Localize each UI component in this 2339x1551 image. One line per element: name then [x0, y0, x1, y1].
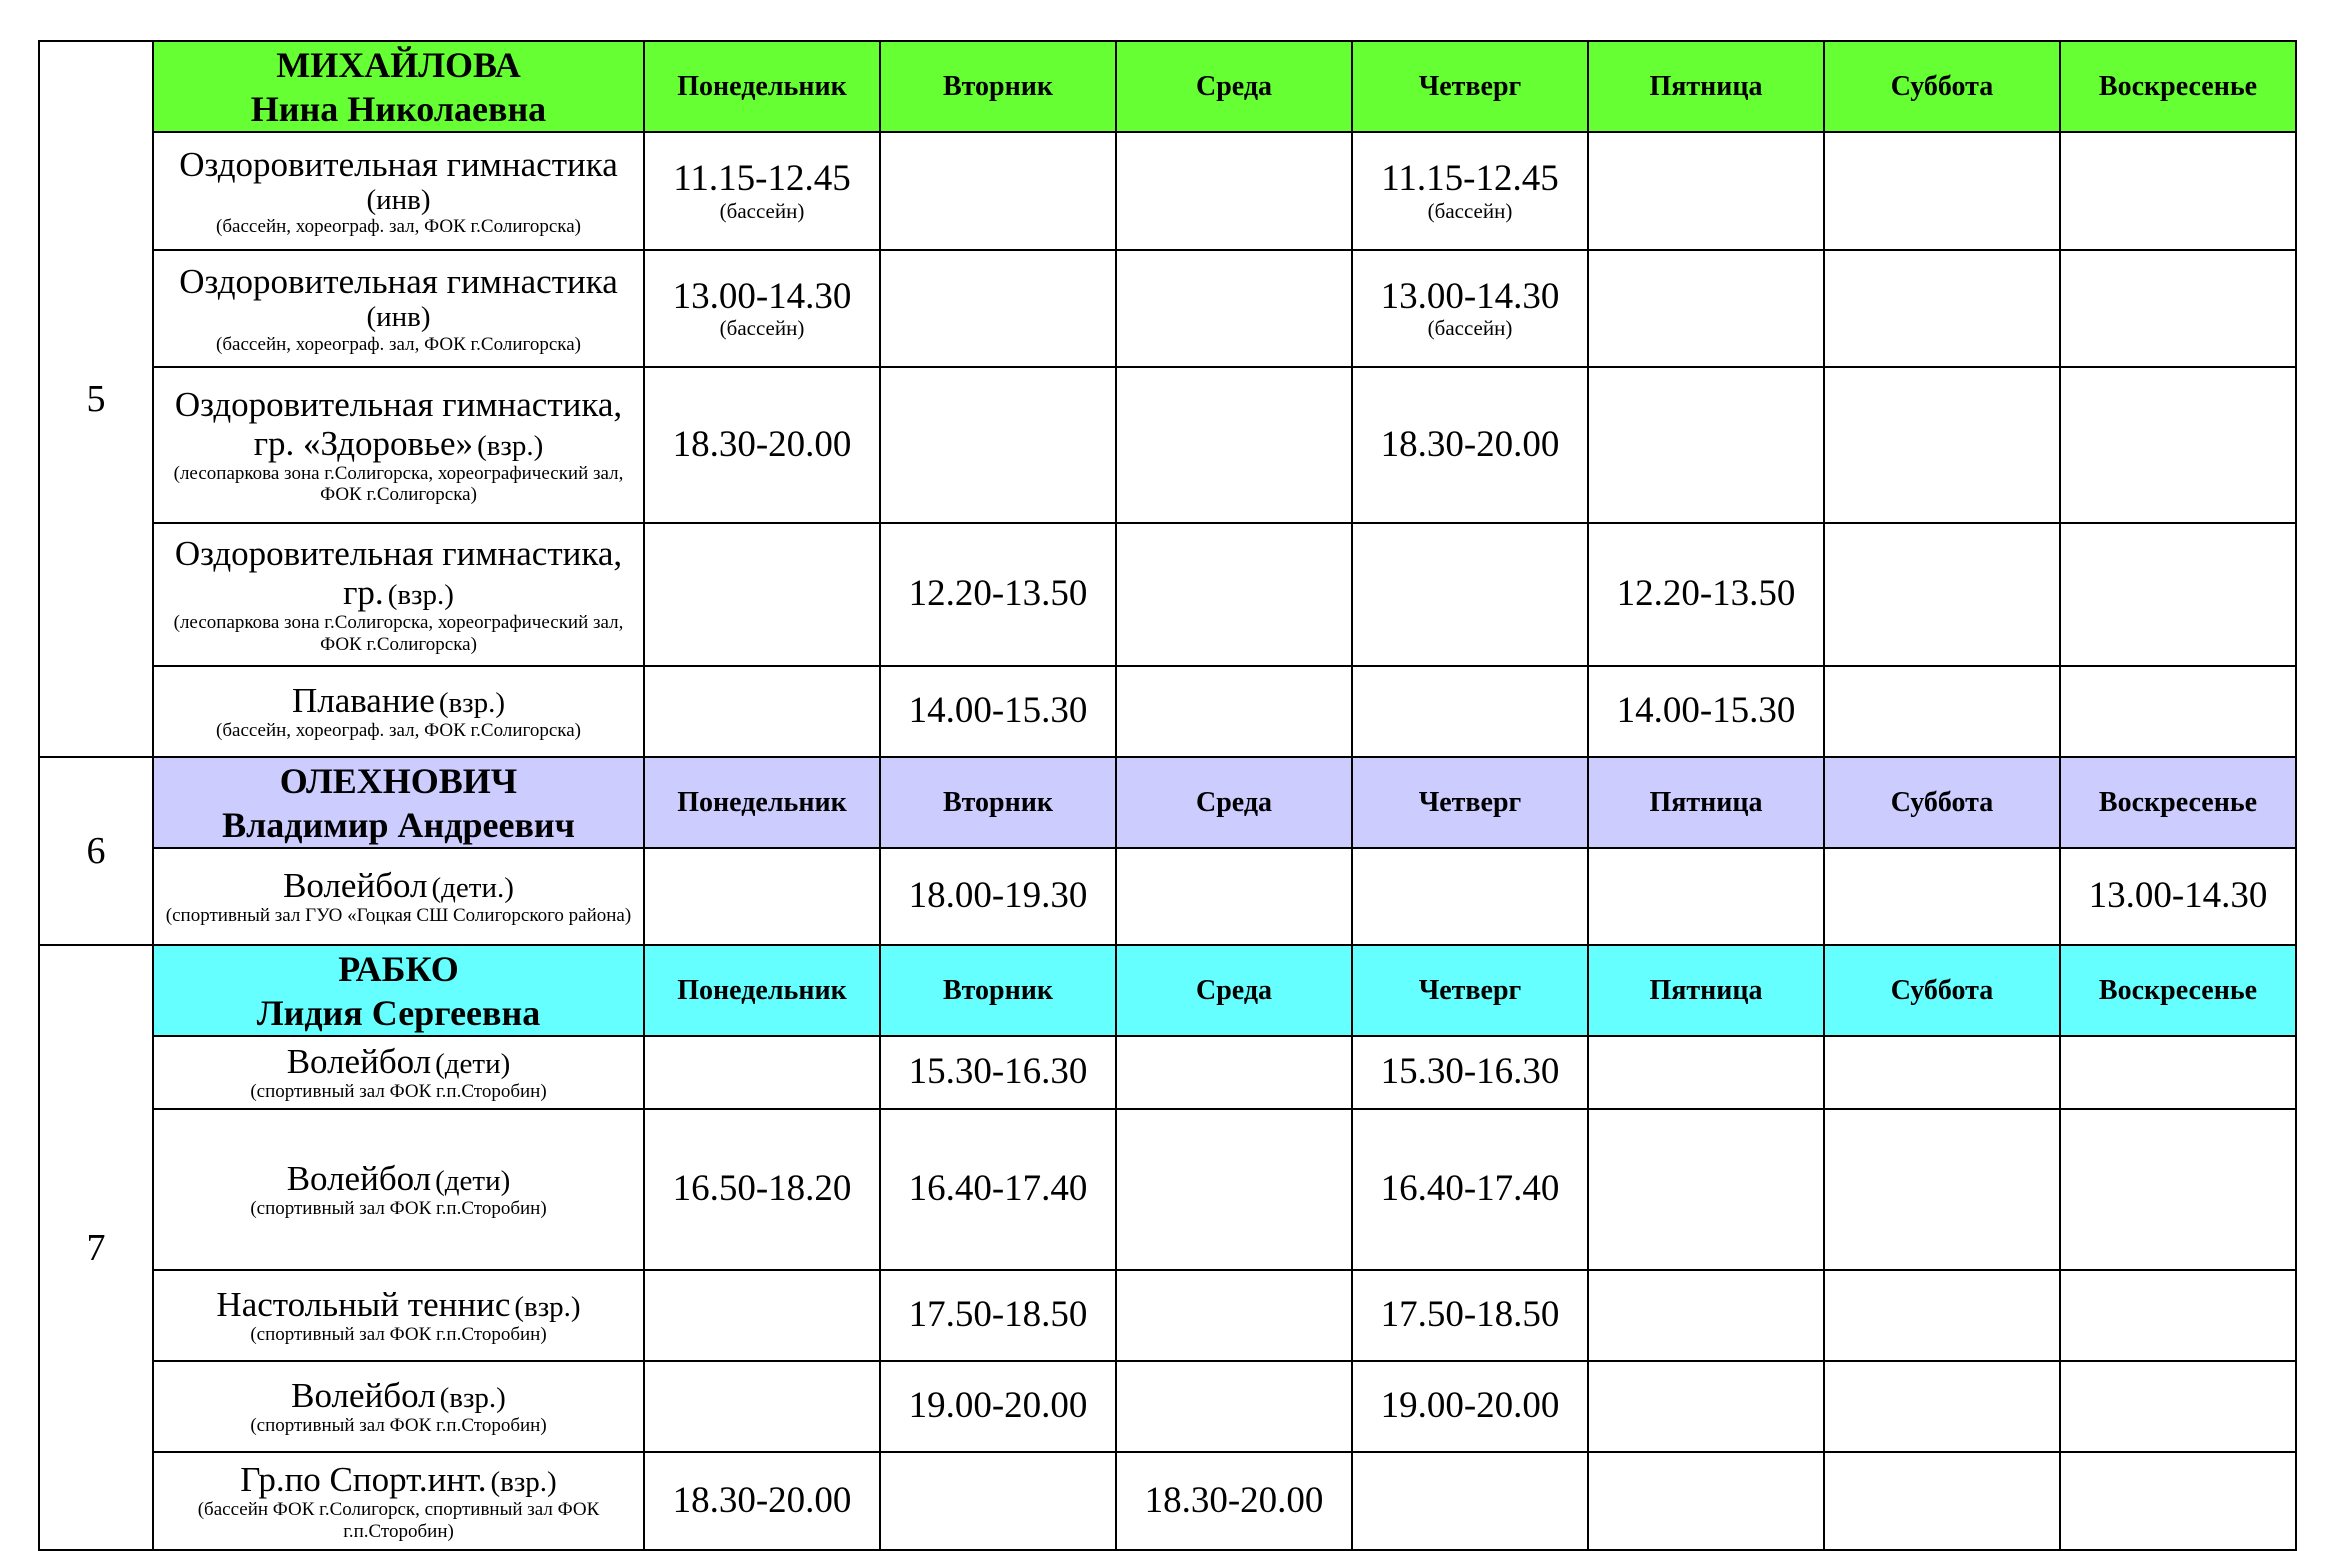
time-slot [1824, 666, 2060, 757]
time-slot [1824, 1452, 2060, 1550]
time-slot [1116, 1109, 1352, 1270]
activity-location: (спортивный зал ФОК г.п.Сторобин) [250, 1415, 547, 1437]
time-slot [1116, 1270, 1352, 1361]
time-slot [1352, 666, 1588, 757]
activity-cell [153, 367, 644, 523]
activity-row [39, 666, 2296, 757]
time-range: 16.40-17.40 [908, 1168, 1088, 1210]
time-slot [1116, 1361, 1352, 1452]
activity-cell [153, 666, 644, 757]
time-slot [2060, 1036, 2296, 1109]
activity-group: (взр.) [387, 579, 454, 612]
day-header: Вторник [880, 41, 1116, 132]
activity-cell [153, 848, 644, 945]
activity-cell [153, 132, 644, 250]
teacher-name-cell [153, 945, 644, 1036]
time-slot [1588, 1036, 1824, 1109]
time-slot [1588, 523, 1824, 666]
activity-location: (спортивный зал ФОК г.п.Сторобин) [250, 1324, 547, 1346]
activity-title: Оздоровительная гимнастика [179, 262, 618, 302]
time-location: (бассейн) [719, 198, 805, 223]
activity-group: (взр.) [438, 687, 506, 720]
time-slot [2060, 132, 2296, 250]
time-slot [1824, 132, 2060, 250]
day-header: Понедельник [644, 757, 880, 848]
time-slot [1116, 367, 1352, 523]
time-slot [880, 367, 1116, 523]
time-location: (бассейн) [719, 316, 805, 341]
time-slot [1588, 848, 1824, 945]
activity-row [39, 523, 2296, 666]
time-slot [1352, 848, 1588, 945]
time-slot [1352, 1109, 1588, 1270]
time-slot [1352, 132, 1588, 250]
time-slot [1116, 848, 1352, 945]
time-range: 11.15-12.45 [673, 158, 851, 200]
time-slot [1824, 848, 2060, 945]
time-range: 18.30-20.00 [672, 423, 852, 465]
time-slot [1352, 1361, 1588, 1452]
time-range: 11.15-12.45 [1381, 158, 1559, 200]
activity-group: (взр.) [439, 1382, 506, 1415]
activity-row [39, 250, 2296, 367]
teacher-surname: РАБКО [338, 948, 459, 989]
activity-row [39, 1452, 2296, 1550]
time-range: 16.40-17.40 [1380, 1168, 1560, 1210]
activity-cell [153, 1036, 644, 1109]
time-slot [644, 1109, 880, 1270]
time-range: 17.50-18.50 [908, 1294, 1088, 1336]
activity-title: Оздоровительная гимнастика [179, 144, 618, 184]
time-slot [644, 523, 880, 666]
schedule-table [38, 40, 2297, 1551]
activity-row [39, 132, 2296, 250]
time-slot [1116, 523, 1352, 666]
time-slot [1824, 367, 2060, 523]
time-slot [1116, 250, 1352, 367]
time-range: 14.00-15.30 [908, 690, 1088, 732]
day-header: Вторник [880, 757, 1116, 848]
activity-group: (взр.) [477, 429, 544, 462]
time-range: 13.00-14.30 [1380, 275, 1560, 317]
time-slot [1588, 1109, 1824, 1270]
block-number: 7 [39, 945, 153, 1550]
time-slot [880, 1036, 1116, 1109]
time-slot [880, 523, 1116, 666]
time-slot [644, 367, 880, 523]
day-header: Среда [1116, 945, 1352, 1036]
time-slot [2060, 1270, 2296, 1361]
time-slot [1824, 1036, 2060, 1109]
time-slot [880, 848, 1116, 945]
time-slot [1352, 250, 1588, 367]
activity-cell [153, 1109, 644, 1270]
time-range: 18.30-20.00 [672, 1479, 852, 1521]
time-slot [1352, 523, 1588, 666]
day-header: Воскресенье [2060, 945, 2296, 1036]
time-slot [880, 666, 1116, 757]
time-range: 16.50-18.20 [672, 1168, 852, 1210]
time-slot [2060, 1109, 2296, 1270]
teacher-first-name: Нина Николаевна [250, 88, 547, 129]
time-slot [1588, 367, 1824, 523]
time-range: 19.00-20.00 [1380, 1385, 1560, 1427]
time-slot [1824, 523, 2060, 666]
day-header: Воскресенье [2060, 757, 2296, 848]
time-slot [2060, 848, 2296, 945]
time-slot [1588, 666, 1824, 757]
day-header: Понедельник [644, 945, 880, 1036]
activity-cell [153, 1270, 644, 1361]
time-range: 12.20-13.50 [908, 573, 1088, 615]
day-header: Суббота [1824, 41, 2060, 132]
time-slot [1352, 1452, 1588, 1550]
activity-group: (взр.) [514, 1291, 581, 1324]
activity-title: Волейбол [291, 1376, 436, 1416]
activity-row [39, 848, 2296, 945]
time-slot [1588, 1452, 1824, 1550]
teacher-surname: МИХАЙЛОВА [276, 44, 521, 85]
time-range: 19.00-20.00 [908, 1385, 1088, 1427]
day-header: Вторник [880, 945, 1116, 1036]
activity-row [39, 367, 2296, 523]
teacher-name-cell [153, 41, 644, 132]
time-slot [644, 1036, 880, 1109]
activity-cell [153, 250, 644, 367]
time-slot [880, 250, 1116, 367]
day-header: Среда [1116, 757, 1352, 848]
teacher-header-row [39, 945, 2296, 1036]
time-slot [2060, 1361, 2296, 1452]
day-header: Понедельник [644, 41, 880, 132]
activity-location: (бассейн ФОК г.Солигорск, спортивный зал ФОК г.п.Сторобин) [197, 1499, 600, 1542]
activity-location: (спортивный зал ГУО «Гоцкая СШ Солигорского района) [165, 905, 632, 927]
time-slot [1116, 1036, 1352, 1109]
time-slot [1352, 1036, 1588, 1109]
activity-row [39, 1270, 2296, 1361]
activity-location: (спортивный зал ФОК г.п.Сторобин) [250, 1198, 547, 1220]
activity-row [39, 1109, 2296, 1270]
teacher-surname: ОЛЕХНОВИЧ [279, 760, 518, 801]
time-slot [644, 1361, 880, 1452]
teacher-name-cell [153, 757, 644, 848]
activity-row [39, 1036, 2296, 1109]
time-range: 18.00-19.30 [908, 875, 1088, 917]
activity-title: Настольный теннис [216, 1285, 511, 1325]
time-slot [1824, 250, 2060, 367]
activity-title: Плавание [291, 681, 435, 721]
time-slot [644, 666, 880, 757]
activity-group: (инв) [366, 301, 431, 334]
day-header: Пятница [1588, 757, 1824, 848]
time-slot [2060, 250, 2296, 367]
time-range: 15.30-16.30 [1380, 1051, 1560, 1093]
time-location: (бассейн) [1427, 316, 1513, 341]
time-range: 15.30-16.30 [908, 1051, 1088, 1093]
teacher-first-name: Владимир Андреевич [222, 804, 575, 845]
time-slot [644, 848, 880, 945]
activity-title: Волейбол [286, 1159, 432, 1199]
day-header: Четверг [1352, 41, 1588, 132]
activity-location: (бассейн, хореограф. зал, ФОК г.Солигорска) [216, 216, 581, 238]
time-slot [2060, 1452, 2296, 1550]
activity-row [39, 1361, 2296, 1452]
day-header: Суббота [1824, 945, 2060, 1036]
activity-title: Оздоровительная гимнастика, гр. «Здоровье» [174, 384, 623, 463]
time-slot [1116, 1452, 1352, 1550]
time-slot [644, 1452, 880, 1550]
day-header: Воскресенье [2060, 41, 2296, 132]
time-slot [1588, 1270, 1824, 1361]
day-header: Среда [1116, 41, 1352, 132]
activity-title: Оздоровительная гимнастика, гр. [174, 534, 623, 613]
activity-cell [153, 1361, 644, 1452]
time-slot [2060, 367, 2296, 523]
activity-title: Волейбол [283, 866, 428, 906]
day-header: Пятница [1588, 41, 1824, 132]
time-range: 13.00-14.30 [672, 275, 852, 317]
activity-title: Волейбол [286, 1042, 432, 1082]
activity-location: (лесопаркова зона г.Солигорска, хореографический зал, ФОК г.Солигорска) [173, 612, 624, 655]
day-header: Четверг [1352, 945, 1588, 1036]
time-range: 12.20-13.50 [1616, 573, 1796, 615]
time-range: 14.00-15.30 [1616, 690, 1796, 732]
time-slot [880, 1270, 1116, 1361]
time-slot [2060, 523, 2296, 666]
time-slot [1824, 1109, 2060, 1270]
activity-group: (дети) [435, 1165, 511, 1198]
teacher-first-name: Лидия Сергеевна [256, 992, 541, 1033]
day-header: Суббота [1824, 757, 2060, 848]
time-slot [880, 1452, 1116, 1550]
activity-location: (бассейн, хореограф. зал, ФОК г.Солигорска) [216, 720, 581, 742]
time-slot [1824, 1361, 2060, 1452]
activity-cell [153, 523, 644, 666]
activity-group: (дети) [435, 1048, 511, 1081]
time-range: 18.30-20.00 [1144, 1479, 1324, 1521]
time-slot [2060, 666, 2296, 757]
day-header: Пятница [1588, 945, 1824, 1036]
activity-cell [153, 1452, 644, 1550]
time-location: (бассейн) [1427, 198, 1513, 223]
time-range: 18.30-20.00 [1380, 423, 1560, 465]
day-header: Четверг [1352, 757, 1588, 848]
teacher-header-row [39, 41, 2296, 132]
time-slot [880, 132, 1116, 250]
activity-group: (взр.) [490, 1466, 557, 1499]
schedule-body [39, 41, 2296, 1550]
time-slot [1588, 1361, 1824, 1452]
time-range: 13.00-14.30 [2088, 875, 2268, 917]
schedule-sheet [38, 40, 2297, 1551]
time-slot [880, 1361, 1116, 1452]
activity-group: (дети.) [431, 872, 514, 905]
time-slot [644, 250, 880, 367]
activity-location: (бассейн, хореограф. зал, ФОК г.Солигорска) [216, 333, 581, 355]
activity-group: (инв) [366, 183, 431, 216]
time-slot [644, 1270, 880, 1361]
block-number: 5 [39, 41, 153, 757]
block-number: 6 [39, 757, 153, 945]
time-slot [1588, 132, 1824, 250]
time-slot [1352, 367, 1588, 523]
activity-location: (спортивный зал ФОК г.п.Сторобин) [250, 1081, 547, 1103]
activity-location: (лесопаркова зона г.Солигорска, хореографический зал, ФОК г.Солигорска) [173, 462, 624, 506]
time-slot [644, 132, 880, 250]
time-slot [1352, 1270, 1588, 1361]
time-slot [1116, 132, 1352, 250]
time-slot [880, 1109, 1116, 1270]
time-slot [1116, 666, 1352, 757]
time-slot [1824, 1270, 2060, 1361]
teacher-header-row [39, 757, 2296, 848]
time-range: 17.50-18.50 [1380, 1294, 1560, 1336]
activity-title: Гр.по Спорт.инт. [240, 1460, 487, 1500]
time-slot [1588, 250, 1824, 367]
